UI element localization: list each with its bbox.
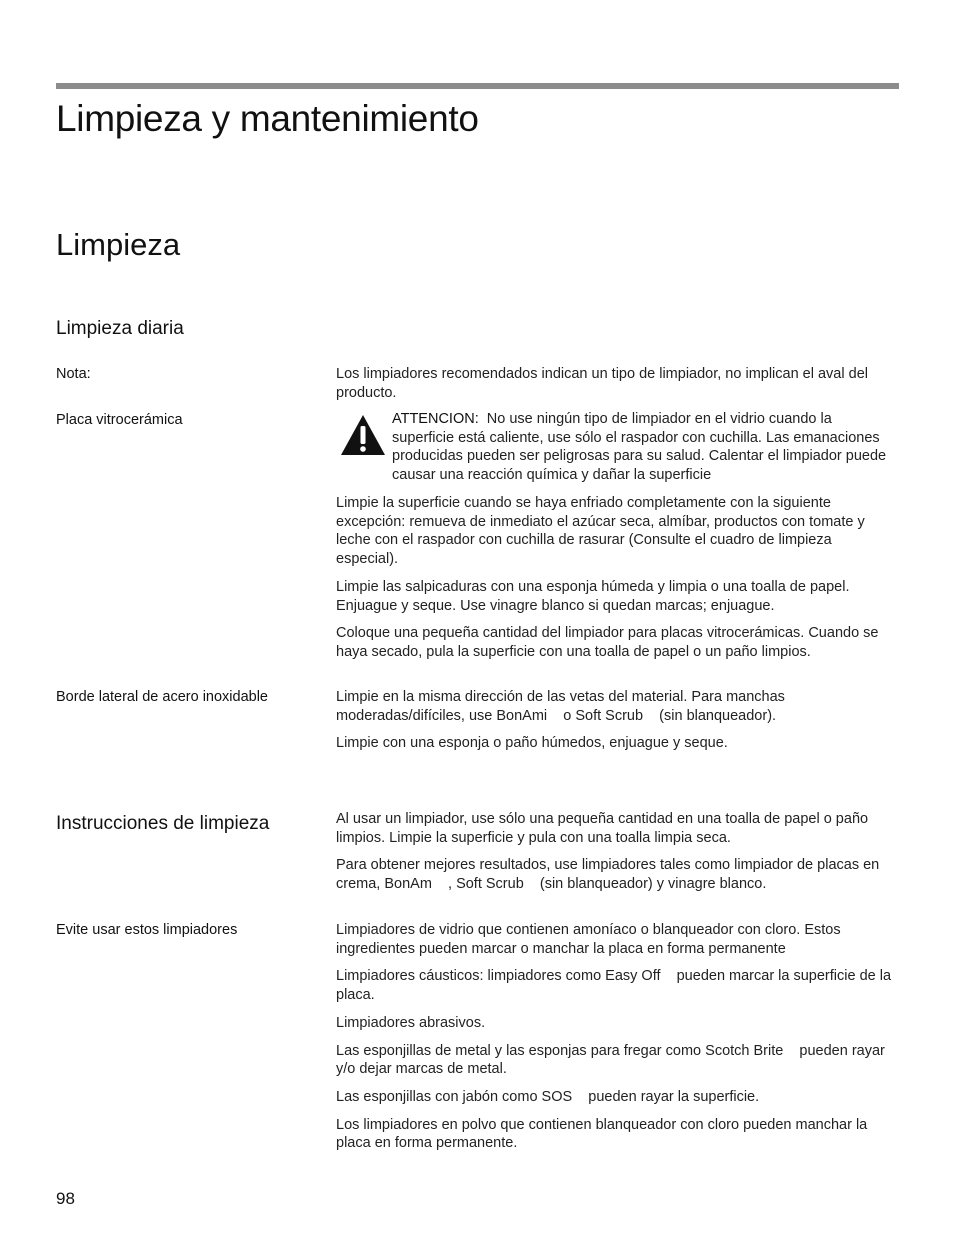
steel-paragraph: Limpie en la misma dirección de las vetas del material. Para manchas moderadas/difíciles, use BonAmi o Soft Scrub (sin blanqueador). <box>336 689 789 724</box>
avoid-paragraph: Las esponjillas de metal y las esponjas para fregar como Scotch Brite pueden rayar y/o dejar marcas de metal. <box>336 1042 889 1078</box>
page-number: 98 <box>56 1189 75 1208</box>
warning-text-block <box>392 410 896 485</box>
header-rule <box>56 83 899 89</box>
avoid-paragraphs <box>336 921 896 1162</box>
avoid-paragraph: Limpiadores de vidrio que contienen amoníaco o blanqueador con cloro. Estos ingredientes pueden marcar o manchar la placa en forma permanente <box>336 922 841 957</box>
subheading-instructions: Instrucciones de limpieza <box>56 813 270 834</box>
warning-text: No use ningún tipo de limpiador en el vidrio cuando la superficie está caliente, use sólo el raspador con cuchilla. Las emanaciones producidas pueden ser peligrosas para su salud. Calentar el limpiador puede causar una reacción química y dañar la superficie <box>392 411 887 484</box>
label-avoid: Evite usar estos limpiadores <box>56 922 238 938</box>
avoid-paragraph: Los limpiadores en polvo que contienen blanqueador con cloro pueden manchar la placa en forma permanente. <box>336 1116 868 1152</box>
warning-block <box>336 410 896 485</box>
note-block <box>336 365 896 411</box>
steel-paragraph: Limpie con una esponja o paño húmedos, enjuague y seque. <box>336 735 728 752</box>
warning-triangle-icon <box>340 414 386 456</box>
avoid-paragraph: Limpiadores abrasivos. <box>336 1014 486 1031</box>
label-ceramic: Placa vitrocerámica <box>56 412 183 428</box>
section-title: Limpieza <box>56 227 181 262</box>
avoid-paragraph: Las esponjillas con jabón como SOS pueden rayar la superficie. <box>336 1088 760 1105</box>
subheading-daily: Limpieza diaria <box>56 318 184 339</box>
instructions-paragraph: Al usar un limpiador, use sólo una pequeña cantidad en una toalla de papel o paño limpios. Limpie la superficie y pula con una toalla limpia seca. <box>336 811 869 846</box>
steel-paragraphs <box>336 688 896 762</box>
warning-lead: ATTENCION: <box>392 411 479 427</box>
label-note: Nota: <box>56 366 91 382</box>
ceramic-paragraphs <box>336 494 896 671</box>
ceramic-paragraph: Limpie las salpicaduras con una esponja húmeda y limpia o una toalla de papel. Enjuague y seque. Use vinagre blanco si quedan marcas; enjuague. <box>336 578 850 614</box>
page-title: Limpieza y mantenimiento <box>56 98 479 139</box>
ceramic-paragraph: Limpie la superficie cuando se haya enfriado completamente con la siguiente excepción: remueva de inmediato el azúcar seca, almíbar, productos con tomate y leche con el raspador con cuchilla de rasurar (Consulte el cuadro de limpieza especial). <box>336 495 865 568</box>
ceramic-paragraph: Coloque una pequeña cantidad del limpiador para placas vitrocerámicas. Cuando se haya secado, pula la superficie con una toalla de papel o un paño limpios. <box>336 625 879 660</box>
note-text: Los limpiadores recomendados indican un tipo de limpiador, no implican el aval del producto. <box>336 366 868 401</box>
instructions-paragraph: Para obtener mejores resultados, use limpiadores tales como limpiador de placas en crema, BonAm , Soft Scrub (sin blanqueador) y vinagre blanco. <box>336 857 884 893</box>
instructions-paragraphs <box>336 810 896 903</box>
avoid-paragraph: Limpiadores cáusticos: limpiadores como Easy Off pueden marcar la superficie de la placa. <box>336 968 896 1004</box>
label-steel: Borde lateral de acero inoxidable <box>56 689 268 705</box>
